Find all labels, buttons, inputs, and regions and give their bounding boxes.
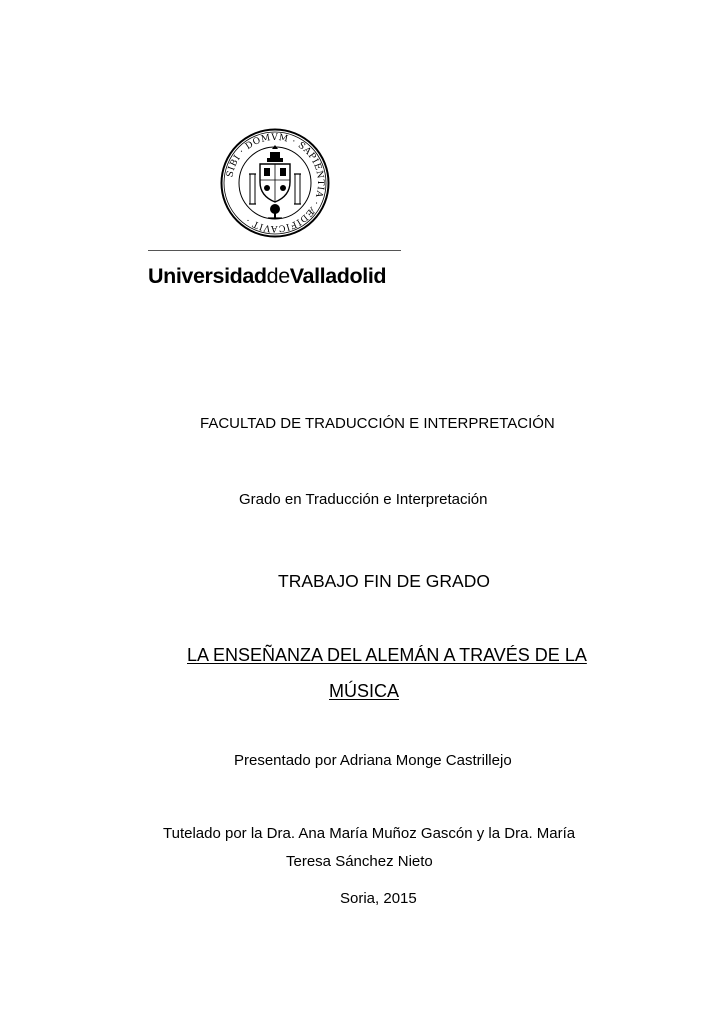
svg-text:SIBI · DOMVM · SAPIENTIA · ÆDI: SIBI · DOMVM · SAPIENTIA · ÆDIFICAVIT · <box>225 132 326 234</box>
wordmark-universidad: Universidad <box>148 264 267 288</box>
thesis-title-line-2: MÚSICA <box>329 681 400 701</box>
wordmark-valladolid: Valladolid <box>289 264 387 288</box>
degree-name: Grado en Traducción e Interpretación <box>239 491 488 508</box>
place-date: Soria, 2015 <box>340 890 417 907</box>
university-wordmark-logo <box>148 262 386 290</box>
wordmark-de: de <box>266 264 290 288</box>
logo-divider <box>148 250 401 251</box>
tutors-line-1: Tutelado por la Dra. Ana María Muñoz Gascón y la Dra. María <box>163 825 576 842</box>
work-type: TRABAJO FIN DE GRADO <box>278 571 490 591</box>
tutors-line-2: Teresa Sánchez Nieto <box>286 853 433 870</box>
thesis-title-line-1: LA ENSEÑANZA DEL ALEMÁN A TRAVÉS DE LA <box>187 645 587 665</box>
author-line: Presentado por Adriana Monge Castrillejo <box>234 752 512 769</box>
university-seal-logo <box>220 128 330 238</box>
faculty-name: FACULTAD DE TRADUCCIÓN E INTERPRETACIÓN <box>200 415 555 432</box>
